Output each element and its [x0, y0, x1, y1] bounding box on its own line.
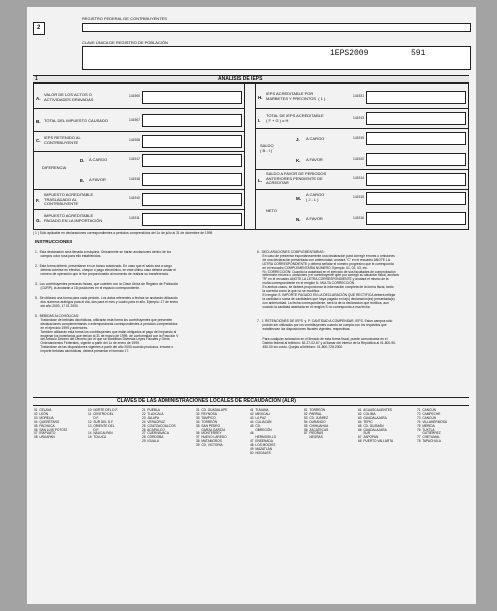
row-letter: N. [296, 217, 301, 222]
row-code: 141914 [353, 176, 365, 180]
offices-column: 10 NORTE DEL D.F. 11 CENTRO DEL D.F. 12 SUR DEL D.F. 13 ORIENTE DEL D.F. 14 NAUCALPAN 15 TOLUCA [88, 408, 118, 440]
field-marbetes[interactable] [366, 91, 466, 104]
row-label: TOTAL DE IEPS ACREDITABLE ( F + G ) o H [266, 113, 324, 123]
row-letter: M. [296, 196, 301, 201]
analysis-grid [33, 83, 469, 230]
field-total-acreditable[interactable] [366, 112, 466, 125]
row-label: IEPS RETENIDO AL CONTRIBUYENTE [44, 135, 81, 145]
row-code: 141908 [129, 138, 141, 142]
row-letter: C. [36, 138, 41, 143]
row-letter: I. [258, 118, 261, 123]
row-letter: G. [36, 218, 41, 223]
row-code: 141913 [353, 116, 365, 120]
row-code: 141917 [129, 157, 141, 161]
saldo-label: SALDO ( B - I ) [260, 143, 274, 153]
row-code: 141918 [129, 177, 141, 181]
rfc-field[interactable] [82, 23, 471, 32]
form-page [27, 7, 476, 604]
row-letter: A. [36, 96, 41, 101]
diferencia-label: DIFERENCIA [42, 165, 67, 170]
field-total-impuesto[interactable] [142, 114, 242, 127]
row-code: 141920 [353, 157, 365, 161]
row-label: A CARGO ( J - L ) [306, 192, 325, 202]
row-letter: D. [80, 158, 85, 163]
field-saldo-favor[interactable] [366, 153, 466, 166]
instruction-5: 5. BEBIDAS ALCOHÓLICAS: Tratándose de bebidas alcohólicas, utilizarán esta forma los contribuyentes que presenten declaraciones complementarias o extemporáneas correspondientes a periodos comprendidos en el ejercicio 1999 y anteriores. También utilizarán esta forma los contribuyentes que están obligados al pago del impuesto al enajenar los inventarios que tenían al 31 de marzo de 1999, de conformidad con la Fracción V del Artículo Décimo del Decreto por el que se Modifican Diversas Leyes Fiscales y Otros Ordenamientos Federales, vigente a partir del 1o de enero de 1999. Tratándose de las disposiciones vigentes a partir del año 2000 cuando produzca, envase o importe bebidas alcohólicas, deberá presentar el formato 17. [35, 314, 179, 354]
field-acreditable-trasladado[interactable] [142, 193, 242, 206]
row-code: 141919 [353, 136, 365, 140]
offices-column: 01 CELAYA 02 LEÓN 03 MORELIA 04 QUERÉTARO 05 PACHUCA 06 SAN LUIS POTOSÍ 07 IRAPUATO 08 URUAPAN [34, 408, 67, 440]
row-label: A FAVOR [89, 177, 106, 182]
instruction-7: 7. J. RETENCIONES DE IEPS y P. CANTIDAD A COMPENSAR, IEPS. Estos campos sólo podrán ser utilizados por los contribuyentes cuando se cumpla con los requisitos que establezcan las disposiciones fiscales vigentes, respectivas. [257, 319, 393, 331]
row-label: A CARGO [89, 157, 108, 162]
row-letter: J. [296, 137, 300, 142]
neto-label: NETO [266, 208, 278, 213]
row-letter: B. [36, 119, 41, 124]
offices-column: 21 PUEBLA 22 TLAXCALA 23 JALAPA 24 VERACRUZ 25 COATZACOALCOS 26 ACAPULCO 27 CUERNAVACA 28 CÓRDOBA 29 IGUALA [142, 408, 176, 444]
offices-column: 41 TIJUANA 42 MEXICALI 43 LA PAZ 44 CULIACÁN 45 CD. OBREGÓN 46 HERMOSILLO 47 ENSENADA 48 LOS MOCHIS 49 MAZATLÁN 50 NOGALES [250, 408, 277, 455]
row-code: 141900 [129, 94, 141, 98]
field-diferencia-favor[interactable] [142, 173, 242, 186]
field-diferencia-cargo[interactable] [142, 154, 242, 167]
curp-field[interactable] [82, 46, 471, 70]
form-code: 1EPS2009 [330, 49, 369, 58]
field-saldo-cargo[interactable] [366, 132, 466, 145]
field-ieps-retenido[interactable] [142, 135, 242, 148]
row-label: A FAVOR [306, 216, 323, 221]
form-number-box [33, 22, 45, 35]
row-code: 141911 [129, 216, 140, 220]
analysis-title: ANÁLISIS DE IEPS [218, 76, 263, 82]
row-code: 141910 [129, 196, 141, 200]
field-neto-favor[interactable] [366, 212, 466, 225]
row-label: IMPUESTO ACREDITABLE PAGADO EN LA IMPORTACIÓN [44, 213, 103, 223]
analysis-footnote: ( 1 ) Sólo aplicable en declaraciones correspondientes a periodos comprendidos del 1o de julio al 31 de diciembre de 1999. [33, 231, 214, 235]
field-valor-actos[interactable] [142, 91, 242, 104]
instruction-4: 5. Se utilizará una forma para cada periodo. Los datos referentes a fechas se anotarán utilizando dos números arábigos para el día, dos para el mes y cuatro para el año. Ejemplo: 17 de enero del año 2000, 17 01 2000. [35, 296, 179, 308]
row-label: VALOR DE LOS ACTOS O ACTIVIDADES GRAVADAS [44, 92, 94, 102]
section-number: 1 [35, 76, 38, 82]
instruction-contact: Para cualquier aclaración en el llenado de esta forma fiscal, puede comunicarse en el Distrito federal al teléfono: 52-27-02-67 y al llamar del interior de la República al 01-800-90- 450-00 sin costo. Quejas al teléfono: 01-800-728-2000. [262, 337, 397, 349]
rfc-label: REGISTRO FEDERAL DE CONTRIBUYENTES [82, 16, 167, 21]
row-label: TOTAL DEL IMPUESTO CAUSADO [44, 118, 108, 123]
row-code: 141915 [353, 195, 365, 199]
row-label: A FAVOR [306, 157, 323, 162]
field-saldo-anteriores[interactable] [366, 173, 466, 186]
offices-column: 61 AGUASCALIENTES 62 COLIMA 63 GUADALAJARA 64 TEPIC 65 CD. GUZMÁN 66 GUADALAJARA SUR 67 ZAPOPAN 68 PUERTO VALLARTA [358, 408, 394, 444]
instruction-1: 1. Esta declaración será llenada a máquina. Únicamente se harán anotaciones dentro de los campos color rosa para ello establecidos. [35, 250, 171, 258]
instruction-2: 2. Esta forma deberá presentarse en un banco autorizado. En caso que el saldo sea a cargo deberá cubrirse en efectivo, cheque o pago electrónico, en este último caso deberá anotar el número de operación que le fue proporcionado al momento de realizar su transferencia. [35, 264, 176, 276]
offices-column: 31 CD. GUADALUPE 32 REYNOSA 33 TAMPICO 34 TORREÓN 35 SAN PEDRO GARZA GARCÍA 36 MONTERREY 37 NUEVO LAREDO 38 MATAMOROS 39 CD. VICTORIA [196, 408, 228, 448]
form-number: 2 [37, 25, 41, 31]
row-code: 141921 [353, 94, 365, 98]
row-label: IEPS ACREDITABLE POR MARBETES Y PRECINTOS ( 1 ) [266, 91, 326, 101]
row-code: 141916 [353, 216, 365, 220]
curp-label: CLAVE ÚNICA DE REGISTRO DE POBLACIÓN [82, 40, 168, 45]
field-acreditable-importacion[interactable] [142, 213, 242, 226]
instructions-title: INSTRUCCIONES [35, 239, 73, 244]
row-code: 141907 [129, 118, 141, 122]
row-label: SALDO A FAVOR DE PERIODOS ANTERIORES PENDIENTE DE ACREDITAR [266, 171, 327, 186]
instruction-6: 6. DECLARACIONES COMPLEMENTARIAS: En caso de presentar espontáneamente una declaración para corregir errores u omisiones de una declaración presentada con anterioridad, anotará "C" en el recuadro ANOTE LA LETRA CORRESPONDIENTE y deberá señalar el número progresivo que le corresponda en el recuadro COMPLEMENTARIA NÚMERO. Ejemplo: 01, 02, 03, etc. R= CORRECCIÓN: Cuando la autoridad en el ejercicio de sus facultades de comprobación determine errores u omisiones y el contribuyente opte por corregir su situación fiscal, anotará "R" en el recuadro ANOTE LA LETRA CORRESPONDIENTE y anotará el mismo de la multa correspondiente en el renglón N. MULTA CORRECCIÓN. En ambos casos, se deberá proporcionar la información completa de la forma fiscal, tanto la correcta como la que no se modifica. El renglón S. IMPORTE PAGADO EN LA DECLARACIÓN QUE RECTIFICA deberá reflejar la cantidad o suma de cantidades que haya pagado en la(s) declaración(es) presentada(s) con anterioridad. La fecha correspondiente, será la de la declaración que rectifica, aun cuando la cantidad asentada en el renglón S no corresponda a esa fecha. [257, 250, 399, 309]
row-letter: E. [80, 178, 85, 183]
row-letter: F. [36, 198, 40, 203]
row-letter: H. [258, 95, 263, 100]
row-label: IMPUESTO ACREDITABLE TRASLADADO AL CONTRIBUYENTE [44, 192, 94, 207]
row-letter: K. [296, 158, 301, 163]
offices-title: CLAVES DE LAS ADMINISTRACIONES LOCALES DE RECAUDACIÓN (ALR) [117, 398, 296, 404]
offices-column: 71 CANCÚN 72 CAMPECHE 73 CANCÚN 74 VILLAHERMOSA 75 MÉRIDA 76 TUXTLA GUTIÉRREZ 77 CHETUMAL 78 TAPACHULA [417, 408, 448, 444]
offices-column: 51 TORREÓN 52 PARRAL 53 CD. JUÁREZ 54 DURANGO 55 CHIHUAHUA 56 ZACATECAS 57 PIEDRAS NEGRAS [304, 408, 329, 440]
row-letter: L. [258, 178, 262, 183]
field-neto-cargo[interactable] [366, 192, 466, 205]
instruction-3: 3. Los contribuyentes personas físicas, que cuenten con la Clave Única de Registro de Población (CURP), la anotarán a 18 posiciones en el espacio correspondiente. [35, 282, 179, 290]
page-number: 591 [411, 49, 426, 58]
analysis-header [33, 75, 469, 83]
row-label: A CARGO [306, 136, 325, 141]
